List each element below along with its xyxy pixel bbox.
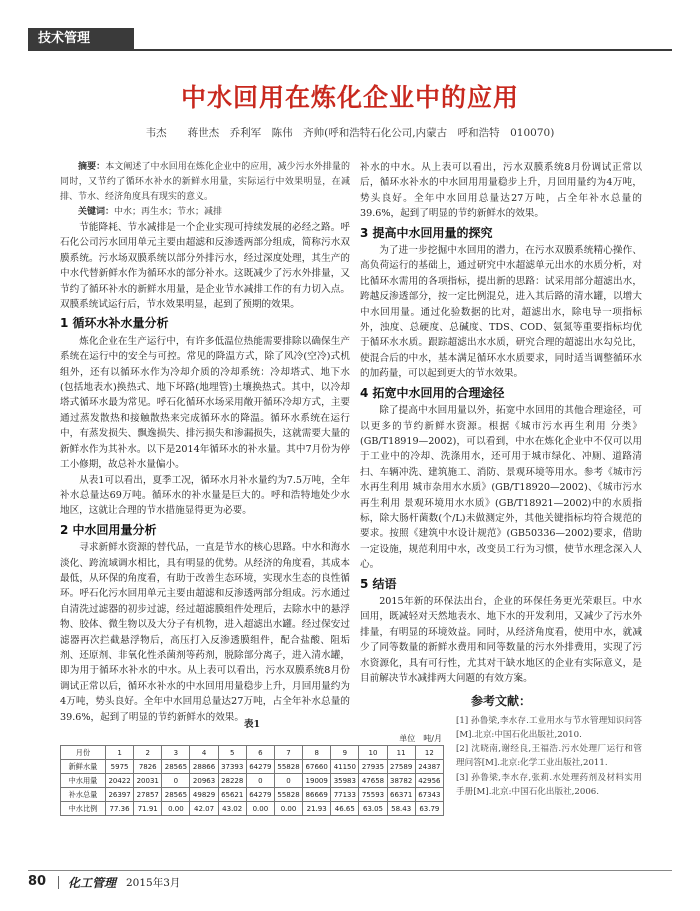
table-1 [60, 716, 444, 816]
table-cell: 47658 [359, 774, 387, 788]
page-footer [28, 870, 672, 894]
table-header-cell: 4 [190, 746, 218, 760]
right-column [360, 160, 642, 799]
table-cell: 66371 [387, 788, 415, 802]
table-cell: 5975 [106, 760, 134, 774]
table-cell: 28565 [162, 788, 190, 802]
table-header-cell: 7 [274, 746, 302, 760]
keywords-text: 中水；再生水；节水；减排 [114, 207, 223, 217]
section-4-paragraph: 除了提高中水回用量以外，拓宽中水回用的其他合理途径，可以更多的节约新鲜水资源。根据《城市污水再生利用 分类》(GB/T18919—2002)，可以看到，中水在炼化企业中不仅可以用于工业中的冷却、洗涤用水，还可用于城市绿化、冲厕、道路清扫、车辆冲洗、建筑施工、消防、景观环境等用水。参考《城市污水再生利用 城市杂用水水质》(GB/T18920—2002)、《城市污水再生利用 景观环境用水水质》(GB/T18921—2002)中的水质指标，除大肠杆菌数(个/L)未做测定外，其他关键指标均符合规范的要求。按照《建筑中水设计规范》(GB50336—2002)要求，借助一定设施，规范利用中水，改变员工行为习惯，使节水理念深入人心。 [360, 405, 642, 571]
table-cell: 26397 [106, 788, 134, 802]
table-cell: 64279 [246, 788, 274, 802]
table-cell: 0 [246, 774, 274, 788]
table-header-cell: 9 [331, 746, 359, 760]
section-1-paragraph-1: 炼化企业在生产运行中，有许多低温位热能需要排除以确保生产系统在运行中的安全与可控。常见的降温方式，除了风冷(空冷)式机组外，还有以循环水作为冷却介质的冷却系统：冷却塔式、地下水(包括地表水)换热式、地下坏路(地埋管)土壤换热式。其中，以冷却塔式循环水最为常见。呼石化循环水场采用敞开循环冷却方式，主要通过蒸发散热和接触散热来完成循环水的降温。循环水系统在运行中，有蒸发损失、飘逸损失、排污损失和渗漏损失，这就需要大量的新鲜水作为其补水。以下是2014年循环水的补水量。其中7月份为停工小修期，故总补水量偏小。 [60, 335, 350, 471]
table-cell: 42.07 [190, 802, 218, 816]
table-cell: 63.79 [415, 802, 443, 816]
table-cell: 20422 [106, 774, 134, 788]
table-cell: 27935 [359, 760, 387, 774]
table-cell: 43.02 [218, 802, 246, 816]
table-header-cell: 3 [162, 746, 190, 760]
table-cell: 35983 [331, 774, 359, 788]
footer-rule [28, 870, 672, 871]
table-cell: 55828 [274, 760, 302, 774]
section-2-paragraph: 寻求新鲜水资源的替代品，一直是节水的核心思路。中水和海水淡化、跨流域调水相比，具有明显的优势。从经济的角度看，其成本最低，从环保的角度看，有助于改善生态环境，实现水生态的良性循环。呼石化污水回用单元主要由超滤和反渗透两部分组成。污水通过自清洗过滤器的初步过滤，经过超滤膜组件处理后，去除水中的悬浮物、胶体、微生物以及大分子有机物，进入超滤出水罐。经过保安过滤器再次拦截悬浮物后，高压打入反渗透膜组件，配合盐酸、阻垢剂、还原剂、非氧化性杀菌剂等药剂，脱除部分离子，进入清水罐，即为用于循环水补水的中水。从上表可以看出，污水双膜系统8月份调试正常以后，循环水补水的中水回用用量稳步上升，月回用量约为4万吨，势头良好。全年中水回用总量达27万吨，占全年补水总量的39.6%，起到了明显的节约新鲜水的效果。 [60, 542, 350, 723]
table-row-label: 补水总量 [61, 788, 106, 802]
table-header-cell: 11 [387, 746, 415, 760]
table-header-cell: 8 [303, 746, 331, 760]
issue-date: 2015年3月 [126, 877, 181, 889]
article-title: 中水回用在炼化企业中的应用 [180, 83, 519, 112]
intro-paragraph: 节能降耗、节水减排是一个企业实现可持续发展的必经之路。呼石化公司污水回用单元主要由超滤和反渗透两部分组成，简称污水双膜系统。污水场双膜系统以部分外排污水，经过深度处理，其生产的中水代替新鲜水作为循环水的部分补水。这既减少了污水外排量，又节约了循环补水的新鲜水用量，是企业节水减排工作的有力切入点。双膜系统试运行后，节水效果明显，起到了预期的效果。 [60, 222, 350, 311]
header-rule [28, 49, 672, 51]
table-cell: 77133 [331, 788, 359, 802]
table-cell: 71.91 [134, 802, 162, 816]
table-cell: 20031 [134, 774, 162, 788]
reference-1: [1] 孙鲁梁,李水存.工业用水与节水管理知识问答[M].北京:中国石化出版社,2010. [456, 715, 642, 741]
section-1-heading: 1 循环水补水量分析 [60, 316, 169, 331]
table-cell: 7826 [134, 760, 162, 774]
table-header-cell: 2 [134, 746, 162, 760]
table-cell: 42956 [415, 774, 443, 788]
footer-separator [58, 876, 59, 889]
table-cell: 28866 [190, 760, 218, 774]
table-row-label: 中水用量 [61, 774, 106, 788]
table-header-cell: 12 [415, 746, 443, 760]
table-cell: 65621 [218, 788, 246, 802]
table-row-label: 中水比例 [61, 802, 106, 816]
section-4-heading: 4 拓宽中水回用的合理途径 [360, 385, 505, 400]
section-1-paragraph-2: 从表1可以看出，夏季工况，循环水月补水量约为7.5万吨，全年补水总量达69万吨。循环水的补水量是巨大的。呼和浩特地处少水地区，这就让合理的节水措施显得更为必要。 [60, 474, 350, 517]
table-cell: 28228 [218, 774, 246, 788]
table-cell: 55828 [274, 788, 302, 802]
table-cell: 38782 [387, 774, 415, 788]
table-cell: 20963 [190, 774, 218, 788]
table-cell: 0 [162, 774, 190, 788]
table-cell: 0.00 [162, 802, 190, 816]
table-cell: 24387 [415, 760, 443, 774]
table-cell: 0.00 [274, 802, 302, 816]
section-tag: 技术管理 [28, 28, 134, 50]
page-number: 80 [28, 874, 47, 889]
table-row [61, 774, 444, 788]
section-2-heading: 2 中水回用量分析 [60, 522, 157, 537]
reference-3: [3] 孙鲁梁,李水存,张莉.水处理药剂及材料实用手册[M].北京:中国石化出版社,2006. [456, 772, 642, 797]
section-5-paragraph: 2015年新的环保法出台，企业的环保任务更光荣艰巨。中水回用，既减轻对天然地表水、地下水的开发利用，又减少了污水外排量，有明显的环境效益。同时，从经济角度看，使用中水，就减少了同等数量的新鲜水费用和同等数量的污水外排费用，实现了污水资源化，具有可行性，尤其对干缺水地区的企业有实际意义，是目前解决节水减排两大问题的有效方案。 [360, 595, 642, 684]
table-cell: 0 [274, 774, 302, 788]
table-caption: 表1 [243, 719, 261, 730]
table-cell: 49829 [190, 788, 218, 802]
table-cell: 63.05 [359, 802, 387, 816]
left-column [60, 160, 350, 723]
table-cell: 37393 [218, 760, 246, 774]
table-cell: 27589 [387, 760, 415, 774]
table-row [61, 802, 444, 816]
section-3-paragraph: 为了进一步挖掘中水回用的潜力，在污水双膜系统精心操作、高负荷运行的基础上，通过研究中水超滤单元出水的水质分析，对比循环水需用的各项指标，提出新的思路：试采用部分超滤出水，跨越反渗透部分，按一定比例混兑，进入其后路的清水罐，以增大中水回用量。通过化验数据的比对，超滤出水，除电导一项指标外，浊度、总硬度、总碱度、TDS、COD、氨氮等重要指标均优于循环水水质。跟踪超滤出水水质，研究合理的超滤出水勾兑比，使混合后的中水，基本满足循环水水质要求，同时适当调整循环水的加药量，可以起到更大的节水效果。 [360, 245, 642, 380]
table-cell: 41150 [331, 760, 359, 774]
water-table [60, 745, 444, 816]
journal-name: 化工管理 [68, 876, 117, 890]
table-header-label: 月份 [61, 746, 106, 760]
table-cell: 67660 [303, 760, 331, 774]
abstract-text: 本文阐述了中水回用在炼化企业中的应用，减少污水外排量的同时，又节约了循环水补水的新鲜水用量，实际运行中效果明显，在减排、节水、经济角度具有现实的意义。 [60, 162, 350, 202]
table-cell: 64279 [246, 760, 274, 774]
table-header-row [61, 746, 444, 760]
abstract [60, 160, 350, 220]
table-cell: 86669 [303, 788, 331, 802]
section-5-heading: 5 结语 [360, 576, 397, 591]
reference-2: [2] 沈晓南,谢经良,王福浩.污水处理厂运行和管理问答[M].北京:化学工业出版社,2011. [456, 744, 642, 769]
table-cell: 58.43 [387, 802, 415, 816]
table-header-cell: 10 [359, 746, 387, 760]
table-cell: 21.93 [303, 802, 331, 816]
section-2-continued: 补水的中水。从上表可以看出，污水双膜系统8月份调试正常以后，循环水补水的中水回用用量稳步上升，月回用量约为4万吨，势头良好。全年中水回用总量达27万吨，占全年补水总量的39.6%，起到了明显的节约新鲜水的效果。 [360, 162, 642, 220]
table-unit: 单位 吨/月 [399, 734, 442, 743]
article-authors: 韦杰 蒋世杰 乔利军 陈伟 齐帅(呼和浩特石化公司,内蒙古 呼和浩特 010070) [145, 127, 555, 139]
table-cell: 27857 [134, 788, 162, 802]
table-header-cell: 6 [246, 746, 274, 760]
abstract-label: 摘要： [78, 162, 106, 172]
table-cell: 19009 [303, 774, 331, 788]
table-row-label: 新鲜水量 [61, 760, 106, 774]
table-row [61, 788, 444, 802]
table-header-cell: 5 [218, 746, 246, 760]
references-heading: 参考文献： [470, 694, 531, 709]
section-3-heading: 3 提高中水回用量的探究 [360, 225, 493, 240]
table-cell: 75593 [359, 788, 387, 802]
table-cell: 67343 [415, 788, 443, 802]
table-cell: 28565 [162, 760, 190, 774]
table-row [61, 760, 444, 774]
keywords-label: 关键词： [78, 207, 115, 217]
table-cell: 77.36 [106, 802, 134, 816]
table-header-cell: 1 [106, 746, 134, 760]
table-cell: 0.00 [246, 802, 274, 816]
table-cell: 46.65 [331, 802, 359, 816]
